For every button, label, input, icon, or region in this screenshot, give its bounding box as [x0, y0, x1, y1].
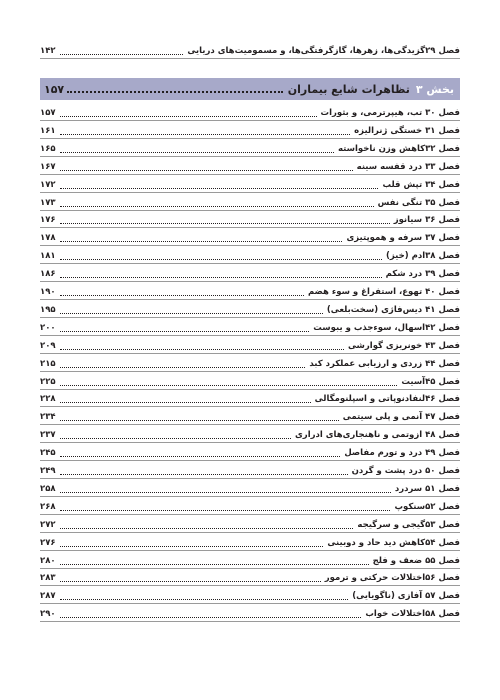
dot-leader — [60, 401, 311, 403]
dot-leader — [60, 580, 321, 582]
toc-entry-page: ۲۱۵ — [40, 358, 56, 369]
toc-entry-page: ۲۴۵ — [40, 448, 56, 459]
toc-entry[interactable] — [40, 371, 460, 390]
toc-entry[interactable] — [40, 550, 460, 569]
toc-entry-page: ۱۴۲ — [40, 46, 56, 56]
dot-leader — [60, 455, 340, 457]
dot-leader — [60, 384, 397, 386]
toc-entry-page: ۲۶۸ — [40, 501, 56, 512]
dot-leader — [60, 563, 369, 565]
dot-leader — [60, 437, 291, 439]
toc-entry-page: ۱۶۷ — [40, 161, 56, 172]
toc-entry-page: ۱۷۳ — [40, 197, 56, 208]
toc-entry-title: فصل ۴۸ ازوتمی و ناهنجاری‌های ادراری — [295, 430, 460, 441]
dot-leader — [60, 491, 391, 493]
dot-leader — [60, 616, 361, 618]
dot-leader — [60, 53, 183, 55]
toc-entry[interactable] — [40, 442, 460, 461]
dot-leader — [60, 276, 382, 278]
toc-entry-page: ۱۶۱ — [40, 125, 56, 136]
dot-leader — [60, 312, 323, 314]
toc-entry-title: فصل ۴۰ تهوع، استفراغ و سوء هضم — [308, 287, 460, 297]
toc-entry-page: ۲۸۰ — [40, 555, 56, 566]
toc-entry[interactable] — [40, 496, 460, 515]
toc-entry-page: ۱۷۶ — [40, 215, 56, 226]
toc-entry-page: ۱۶۵ — [40, 143, 56, 154]
toc-entry-title: فصل ۳۲کاهش وزن ناخواسته — [337, 143, 460, 154]
toc-entry[interactable] — [40, 281, 460, 300]
dot-leader — [60, 366, 305, 368]
toc-entry[interactable] — [40, 532, 460, 551]
toc-entry-title: فصل ۲۹گزیدگی‌ها، زهرها، گازگرفتگی‌ها، و مسمومیت‌های دریایی — [187, 46, 460, 56]
toc-entry-page: ۱۸۱ — [40, 251, 56, 262]
dot-leader — [60, 133, 350, 135]
toc-entry-page: ۱۹۰ — [40, 287, 56, 297]
toc-entry-title: فصل ۳۱ خستگی ژنرالیزه — [354, 125, 460, 136]
toc-entry[interactable] — [40, 174, 460, 193]
toc-entry-page: ۱۸۶ — [40, 269, 56, 280]
section-page: ۱۵۷ — [44, 82, 65, 96]
toc-entry-title: فصل ۴۴ زردی و ارزیابی عملکرد کبد — [309, 358, 460, 369]
dot-leader — [60, 115, 317, 117]
toc-entry-page: ۱۷۸ — [40, 233, 56, 244]
toc-entry-title: فصل ۴۵آسیت — [401, 376, 460, 387]
toc-entry[interactable] — [40, 102, 460, 121]
toc-entry-title: فصل ۴۳ خونریزی گوارشی — [347, 340, 460, 351]
toc-entry[interactable] — [40, 335, 460, 354]
toc-entry-title: فصل ۵۲سنکوپ — [394, 501, 460, 512]
toc-entry[interactable] — [40, 603, 460, 622]
dot-leader — [60, 473, 348, 475]
toc-entry-page: ۲۷۶ — [40, 537, 56, 548]
toc-entry-title: فصل ۳۹ درد شکم — [385, 269, 460, 280]
toc-entry[interactable] — [40, 227, 460, 246]
toc-entry[interactable] — [40, 192, 460, 211]
dot-leader — [60, 151, 334, 153]
toc-entry-title: فصل ۳۳ درد قفسه سینه — [356, 161, 460, 172]
toc-entry[interactable] — [40, 299, 460, 318]
toc-entry-title: فصل ۳۸ادم (خیز) — [385, 251, 460, 262]
toc-entry-title: فصل ۳۷ سرفه و هموپتیزی — [346, 233, 460, 244]
toc-entry-title: فصل ۴۹ درد و تورم مفاصل — [344, 448, 460, 459]
toc-entry[interactable] — [40, 478, 460, 497]
toc-entry-title: فصل ۳۴ تپش قلب — [382, 179, 460, 190]
toc-entry[interactable] — [40, 388, 460, 407]
toc-entry-page: ۲۲۸ — [40, 394, 56, 405]
toc-entry-title: فصل ۵۱ سردرد — [394, 483, 460, 494]
toc-entry-page: ۲۰۹ — [40, 340, 56, 351]
toc-entry-page: ۱۹۵ — [40, 304, 56, 315]
section-label: بخش ۳ — [415, 82, 454, 96]
toc-entry-title: فصل ۴۲اسهال، سوءجذب و یبوست — [313, 322, 460, 333]
toc-entry-page: ۲۲۵ — [40, 376, 56, 387]
dot-leader — [67, 90, 283, 93]
dot-leader — [60, 527, 353, 529]
toc-entry-title: فصل ۴۶لنفادنوپاتی و اسپلنومگالی — [314, 394, 460, 405]
toc-entry[interactable] — [40, 460, 460, 479]
toc-entry-title: فصل ۵۸اختلالات خواب — [365, 609, 460, 620]
toc-entry-page: ۲۴۹ — [40, 466, 56, 476]
toc-entry-title: فصل ۳۶ سیانوز — [393, 215, 460, 226]
toc-entry-page: ۱۵۷ — [40, 108, 56, 118]
toc-entry-page: ۱۷۲ — [40, 179, 56, 190]
toc-entry[interactable] — [40, 156, 460, 175]
toc-entry[interactable] — [40, 209, 460, 228]
dot-leader — [60, 598, 348, 600]
toc-entry[interactable] — [40, 514, 460, 533]
dot-leader — [60, 545, 323, 547]
section-header[interactable] — [40, 78, 460, 100]
toc-entry-title: فصل ۴۷ آنمی و پلی سیتمی — [342, 412, 460, 423]
toc-entry[interactable] — [40, 406, 460, 425]
toc-entry[interactable] — [40, 138, 460, 157]
toc-entry-title: فصل ۵۷ آفازی (ناگویایی) — [352, 591, 460, 602]
dot-leader — [60, 240, 342, 242]
dot-leader — [60, 187, 378, 189]
toc-entry-title: فصل ۵۶اختلالات حرکتی و ترمور — [324, 573, 460, 584]
toc-entry[interactable] — [40, 245, 460, 264]
toc-entry-page: ۲۷۲ — [40, 519, 56, 530]
dot-leader — [60, 294, 304, 296]
toc-entry[interactable] — [40, 120, 460, 139]
toc-entry[interactable] — [40, 40, 460, 59]
dot-leader — [60, 258, 382, 260]
dot-leader — [60, 169, 353, 171]
toc-entry-page: ۲۳۷ — [40, 430, 56, 441]
toc-entry[interactable] — [40, 263, 460, 282]
toc-entry-page: ۲۹۰ — [40, 609, 56, 620]
toc-entry-title: فصل ۵۳گیجی و سرگیجه — [357, 519, 460, 530]
toc-entry-page: ۲۳۴ — [40, 412, 56, 423]
toc-entry-title: فصل ۳۵ تنگی نفس — [377, 197, 460, 208]
dot-leader — [60, 348, 344, 350]
section-title: تظاهرات شایع بیماران — [287, 82, 410, 96]
toc-entry[interactable] — [40, 424, 460, 443]
toc-entry-page: ۲۸۳ — [40, 573, 56, 584]
toc-entry-page: ۲۰۰ — [40, 322, 56, 333]
toc-entry-page: ۲۸۷ — [40, 591, 56, 602]
toc-entry-title: فصل ۳۰ تب، هیپرترمی، و بثورات — [320, 108, 460, 118]
dot-leader — [60, 330, 309, 332]
toc-entry-page: ۲۵۸ — [40, 483, 56, 494]
toc-entry-title: فصل ۵۵ ضعف و فلج — [372, 555, 460, 566]
dot-leader — [60, 205, 374, 207]
toc-entry-title: فصل ۵۰ درد پشت و گردن — [351, 466, 460, 476]
dot-leader — [60, 222, 390, 224]
dot-leader — [60, 509, 390, 511]
toc-entry[interactable] — [40, 585, 460, 604]
toc-entry[interactable] — [40, 353, 460, 372]
dot-leader — [60, 419, 339, 421]
toc-entry[interactable] — [40, 567, 460, 586]
toc-entry-title: فصل ۵۴کاهش دید حاد و دوبینی — [327, 537, 460, 548]
toc-entry-title: فصل ۴۱ دیس‌فاژی (سخت‌بلعی) — [326, 304, 460, 315]
toc-entry[interactable] — [40, 317, 460, 336]
